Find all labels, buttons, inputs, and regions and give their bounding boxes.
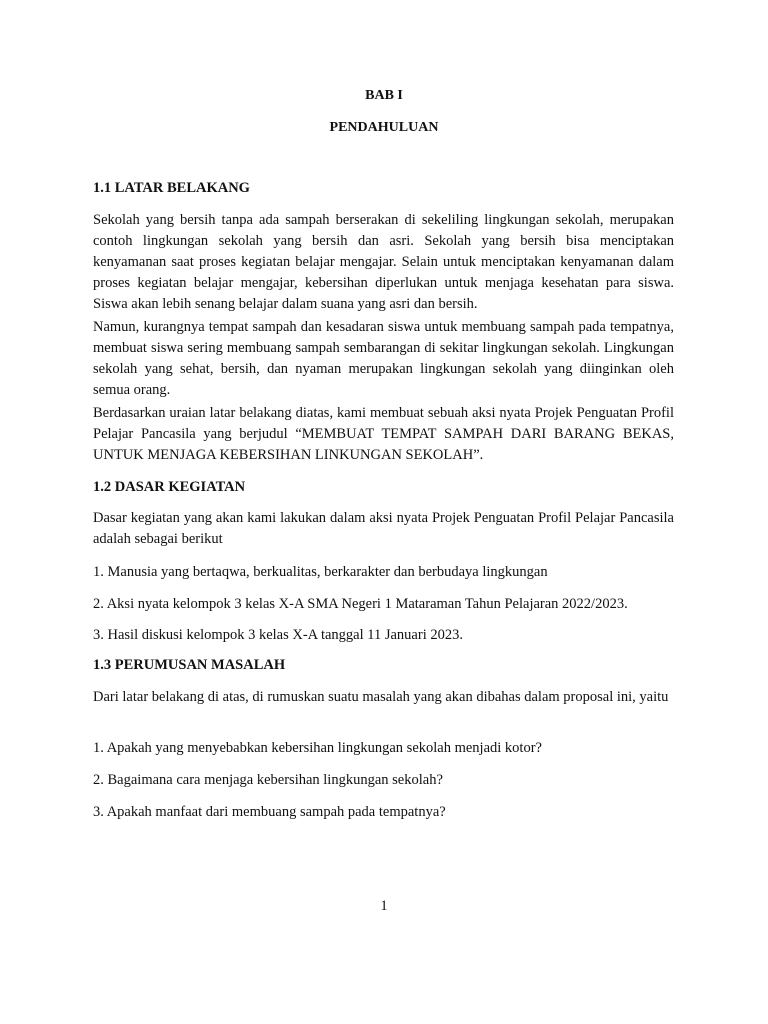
paragraph-latar-belakang-1: Sekolah yang bersih tanpa ada sampah berserakan di sekeliling lingkungan sekolah, merupakan contoh lingkungan sekolah yang bersih dan asri. Sekolah yang bersih bisa menciptakan kenyamanan saat proses kegiatan belajar mengajar. Selain untuk menciptakan kenyamanan dalam proses kegiatan belajar mengajar, kebersihan diperlukan untuk menjaga kesehatan para siswa. Siswa akan lebih senang belajar dalam suana yang asri dan bersih. <box>93 212 674 312</box>
page-number: 1 <box>380 898 388 914</box>
list-item-masalah-3: 3. Apakah manfaat dari membuang sampah pada tempatnya? <box>93 804 446 820</box>
chapter-number: BAB I <box>365 88 403 103</box>
section-heading-perumusan-masalah: 1.3 PERUMUSAN MASALAH <box>93 657 286 673</box>
list-item-dasar-3: 3. Hasil diskusi kelompok 3 kelas X-A tanggal 11 Januari 2023. <box>93 627 463 643</box>
list-item-dasar-2: 2. Aksi nyata kelompok 3 kelas X-A SMA Negeri 1 Mataraman Tahun Pelajaran 2022/2023. <box>93 596 628 612</box>
section-heading-latar-belakang: 1.1 LATAR BELAKANG <box>93 180 250 196</box>
paragraph-dasar-kegiatan-intro: Dasar kegiatan yang akan kami lakukan dalam aksi nyata Projek Penguatan Profil Pelajar Pancasila adalah sebagai berikut <box>93 510 674 547</box>
paragraph-perumusan-intro: Dari latar belakang di atas, di rumuskan suatu masalah yang akan dibahas dalam proposal ini, yaitu <box>93 689 669 705</box>
section-heading-dasar-kegiatan: 1.2 DASAR KEGIATAN <box>93 479 246 495</box>
list-item-dasar-1: 1. Manusia yang bertaqwa, berkualitas, berkarakter dan berbudaya lingkungan <box>93 564 548 580</box>
paragraph-latar-belakang-3: Berdasarkan uraian latar belakang diatas, kami membuat sebuah aksi nyata Projek Penguatan Profil Pelajar Pancasila yang berjudul “MEMBUAT TEMPAT SAMPAH DARI BARANG BEKAS, UNTUK MENJAGA KEBERSIHAN LINKUNGAN SEKOLAH”. <box>93 405 674 463</box>
list-item-masalah-1: 1. Apakah yang menyebabkan kebersihan lingkungan sekolah menjadi kotor? <box>93 740 542 756</box>
chapter-title: PENDAHULUAN <box>329 120 439 135</box>
list-item-masalah-2: 2. Bagaimana cara menjaga kebersihan lingkungan sekolah? <box>93 772 443 788</box>
paragraph-latar-belakang-2: Namun, kurangnya tempat sampah dan kesadaran siswa untuk membuang sampah pada tempatnya, membuat siswa sering membuang sampah sembarangan di sekitar lingkungan sekolah. Lingkungan sekolah yang sehat, bersih, dan nyaman merupakan lingkungan sekolah yang diinginkan oleh semua orang. <box>93 319 674 398</box>
